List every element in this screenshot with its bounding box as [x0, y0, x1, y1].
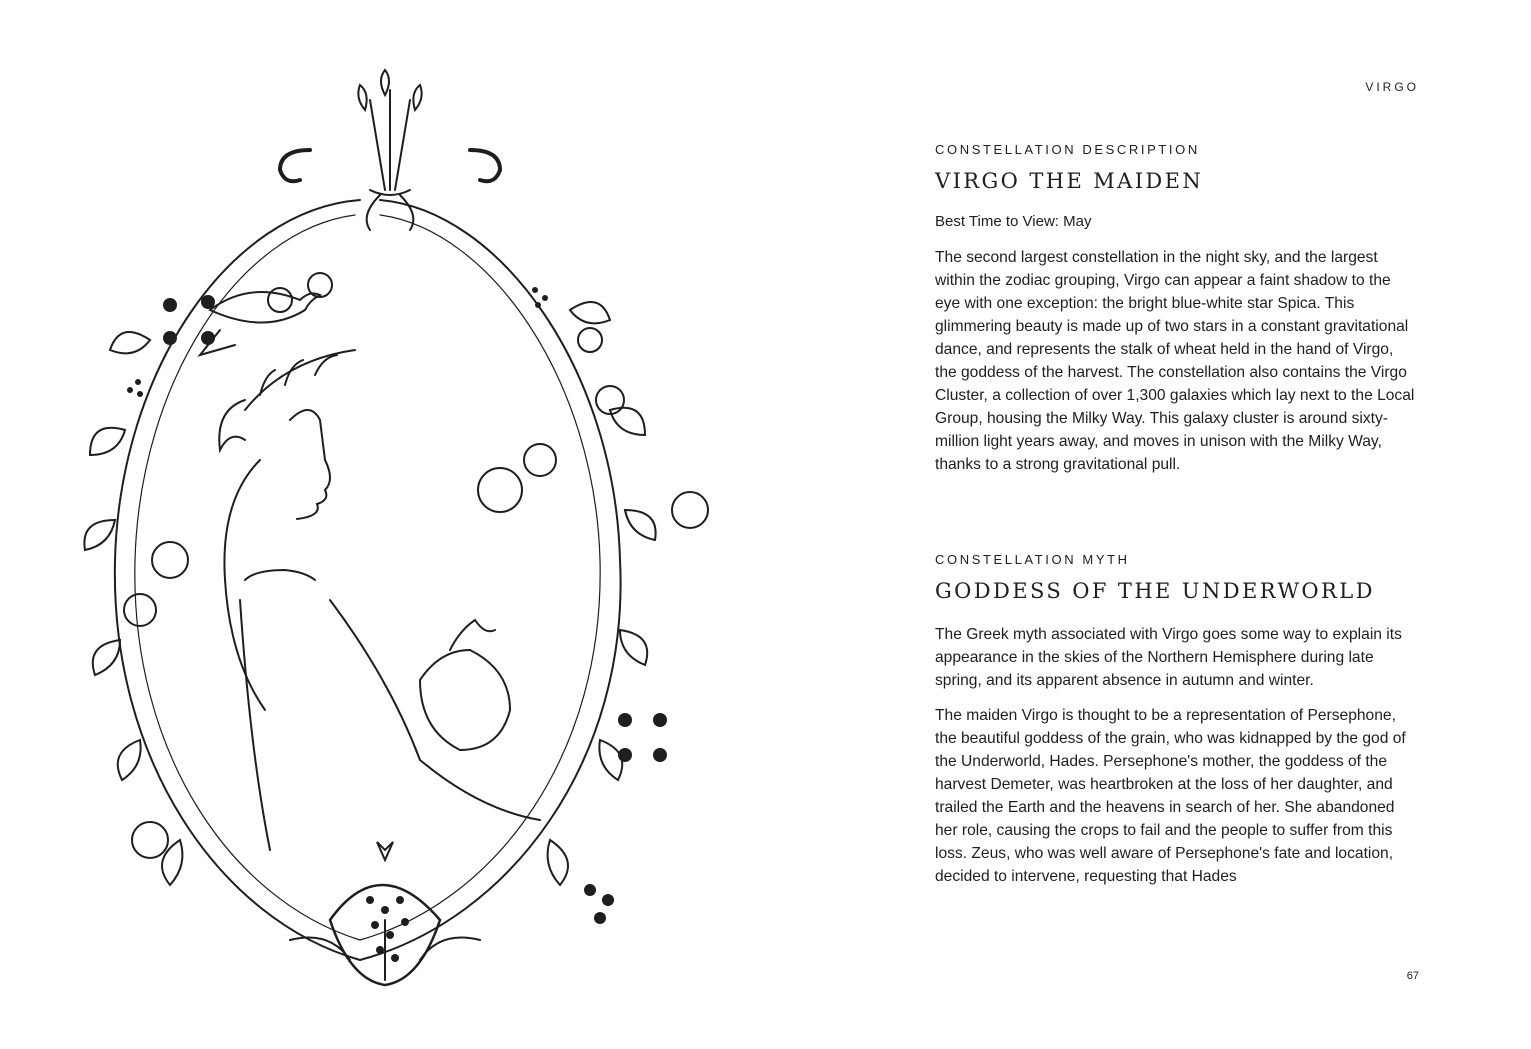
myth-paragraph-1: The Greek myth associated with Virgo goes some way to explain its appearance in the skies of the Northern Hemisphere during late spring, and its apparent absence in autumn and winter. — [935, 626, 1402, 689]
running-head: VIRGO — [1365, 80, 1419, 94]
left-page — [0, 0, 765, 1049]
right-page — [765, 0, 1531, 1049]
myth-section — [935, 552, 1415, 900]
description-eyebrow: CONSTELLATION DESCRIPTION — [935, 142, 1200, 157]
myth-title: GODDESS OF THE UNDERWORLD — [935, 579, 1375, 603]
description-title: VIRGO THE MAIDEN — [935, 169, 1204, 193]
maiden-wreath-illustration-icon — [30, 40, 730, 1020]
myth-paragraph-2: The maiden Virgo is thought to be a representation of Persephone, the beautiful goddess of the grain, who was kidnapped by the god of the Underworld, Hades. Persephone's mother, the goddess of the harvest Demeter, was heartbroken at the loss of her daughter, and trailed the Earth and the heavens in search of her. She abandoned her role, causing the crops to fail and the people to suffer from this loss. Zeus, who was well aware of Persephone's fate and location, decided to intervene, requesting that Hades — [935, 707, 1406, 885]
description-paragraph: The second largest constellation in the night sky, and the largest within the zodiac grouping, Virgo can appear a faint shadow to the eye with one exception: the bright blue-white star Spica. This glimmering beauty is made up of two stars in a constant gravitational dance, and represents the stalk of wheat held in the hand of Virgo, the goddess of the harvest. The constellation also contains the Virgo Cluster, a collection of over 1,300 galaxies which lay next to the Local Group, housing the Milky Way. This galaxy cluster is around sixty-million light years away, and moves in unison with the Milky Way, thanks to a strong gravitational pull. — [935, 249, 1415, 473]
description-section — [935, 142, 1415, 488]
page-number: 67 — [1406, 970, 1419, 982]
best-time-to-view: Best Time to View: May — [935, 213, 1092, 230]
myth-eyebrow: CONSTELLATION MYTH — [935, 552, 1130, 567]
